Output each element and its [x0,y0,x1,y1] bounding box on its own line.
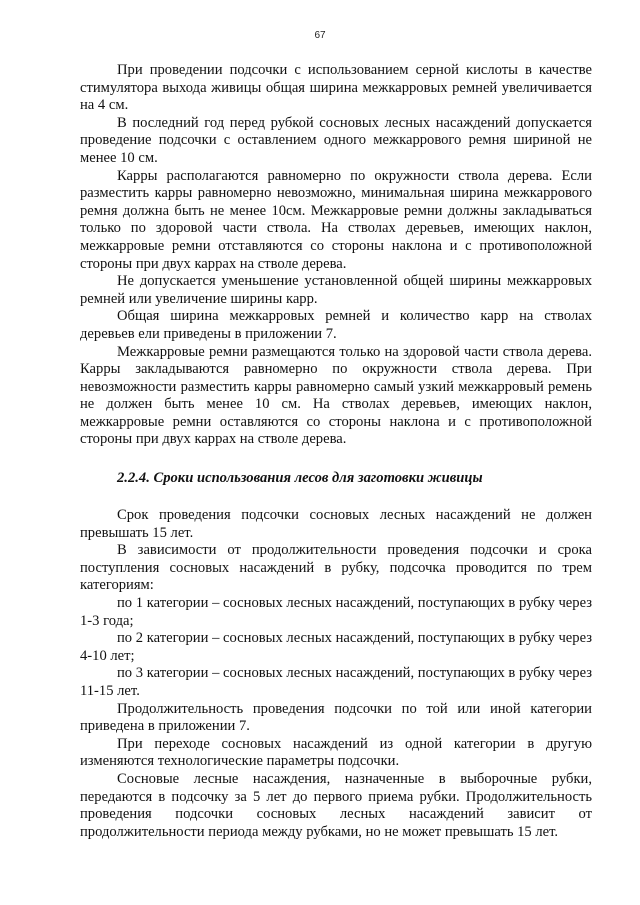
paragraph: Не допускается уменьшение установленной общей ширины межкарровых ремней или увеличение ширины карр. [80,273,592,307]
page-number: 67 [314,30,326,41]
page-content [80,62,592,841]
paragraph: Общая ширина межкарровых ремней и количество карр на стволах деревьев ели приведены в приложении 7. [80,308,592,342]
paragraph: Межкарровые ремни размещаются только на здоровой части ствола дерева. Карры закладываются равномерно по окружности ствола дерева. При невозможности разместить карры равномерно самый узкий межкарровый ремень не должен быть менее 10 см. На стволах деревьев, имеющих наклон, межкарровые ремни оставляются со стороны наклона и с противоположной стороны при двух каррах на стволе дерева. [80,343,592,448]
paragraph: Продолжительность проведения подсочки по той или иной категории приведена в приложении 7. [80,700,592,735]
paragraph: В последний год перед рубкой сосновых лесных насаждений допускается проведение подсочки с оставлением одного межкаррового ремня шириной не менее 10 см. [80,114,592,166]
section-heading: 2.2.4. Сроки использования лесов для заготовки живицы [117,470,483,487]
list-item: по 2 категории – сосновых лесных насаждений, поступающих в рубку через 4-10 лет; [80,630,592,664]
list-item: по 1 категории – сосновых лесных насаждений, поступающих в рубку через 1-3 года; [80,595,592,629]
paragraph: При переходе сосновых насаждений из одной категории в другую изменяются технологические параметры подсочки. [80,735,592,770]
paragraph: В зависимости от продолжительности проведения подсочки и срока поступления сосновых насаждений в рубку, подсочка проводится по трем категориям: [80,542,592,594]
paragraph: Карры располагаются равномерно по окружности ствола дерева. Если разместить карры равномерно невозможно, минимальная ширина межкаррового ремня должна быть не менее 10см. Межкарровые ремни должны закладываться только по здоровой части ствола. На стволах деревьев, имеющих наклон, межкарровые ремни отставляются со стороны наклона и с противоположной стороны при двух каррах на стволе дерева. [80,167,592,272]
paragraph: При проведении подсочки с использованием серной кислоты в качестве стимулятора выхода живицы общая ширина межкарровых ремней увеличивается на 4 см. [80,62,592,114]
paragraph: Сосновые лесные насаждения, назначенные в выборочные рубки, передаются в подсочку за 5 лет до первого приема рубки. Продолжительность проведения подсочки сосновых лесных насаждений зависит от продолжительности периода между рубками, но не может превышать 15 лет. [80,770,592,840]
list-item: по 3 категории – сосновых лесных насаждений, поступающих в рубку через 11-15 лет. [80,665,592,699]
paragraph: Срок проведения подсочки сосновых лесных насаждений не должен превышать 15 лет. [80,507,592,541]
